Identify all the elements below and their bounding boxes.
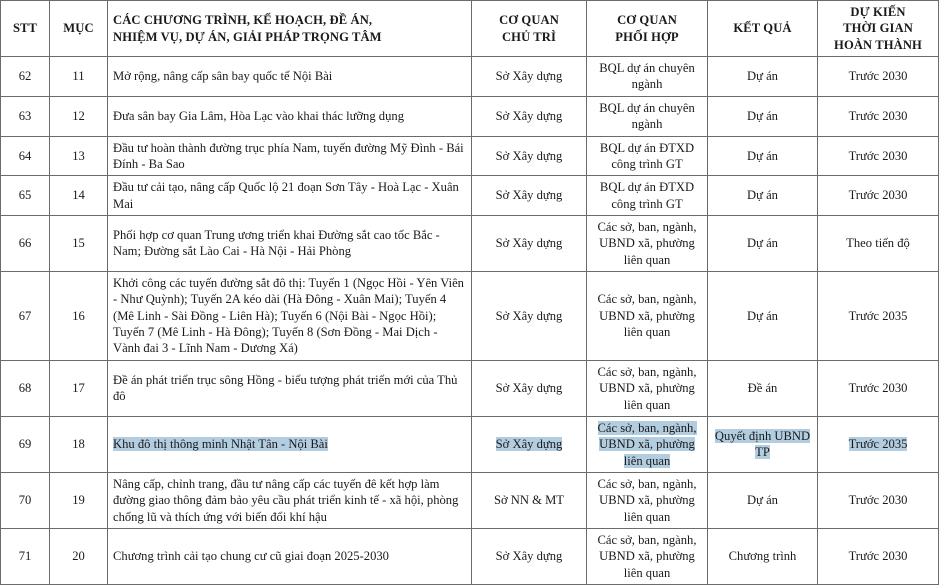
table-row[interactable]: [1, 416, 939, 472]
cell-muc: [50, 472, 108, 528]
cell-thoi-gian: [818, 57, 939, 97]
header-thoi-gian-line1: DỰ KIẾN: [850, 5, 906, 19]
cell-program-text: Mở rộng, nâng cấp sân bay quốc tế Nội Bài: [113, 69, 333, 84]
cell-program: [108, 360, 472, 416]
cell-muc: [50, 215, 108, 271]
cell-program: [108, 176, 472, 216]
cell-stt-text: 63: [18, 108, 32, 123]
cell-program: [108, 529, 472, 585]
cell-chu-tri: [472, 96, 587, 136]
cell-chu-tri-text: Sở Xây dựng: [495, 108, 563, 123]
cell-program: [108, 272, 472, 361]
cell-program-text: Đề án phát triển trục sông Hồng - biểu tượng phát triển mới của Thủ đô: [113, 373, 458, 404]
header-muc-label: MỤC: [63, 21, 94, 36]
table-body: [1, 57, 939, 585]
cell-program: [108, 472, 472, 528]
cell-program-text: Đưa sân bay Gia Lâm, Hòa Lạc vào khai thác lưỡng dụng: [113, 108, 404, 123]
cell-program: [108, 136, 472, 176]
header-program: [108, 1, 472, 57]
cell-chu-tri: [472, 416, 587, 472]
table-header: [1, 1, 939, 57]
cell-chu-tri: [472, 57, 587, 97]
cell-phoi-hop: [587, 529, 708, 585]
cell-ket-qua: [708, 416, 818, 472]
cell-stt: [1, 96, 50, 136]
cell-stt: [1, 57, 50, 97]
header-phoi-hop-line1: CƠ QUAN: [617, 13, 677, 28]
cell-program-text: Khu đô thị thông minh Nhật Tân - Nội Bài: [113, 437, 328, 452]
cell-phoi-hop-text: BQL dự án chuyên ngành: [599, 100, 695, 132]
cell-ket-qua-text: Đề án: [747, 381, 778, 396]
cell-stt-text: 65: [18, 188, 32, 203]
cell-chu-tri: [472, 272, 587, 361]
cell-ket-qua-text: Quyết định UBND TP: [714, 429, 811, 460]
cell-phoi-hop: [587, 416, 708, 472]
cell-chu-tri-text: Sở Xây dựng: [495, 308, 563, 323]
cell-stt: [1, 215, 50, 271]
cell-thoi-gian: [818, 176, 939, 216]
cell-stt-text: 68: [18, 381, 32, 396]
cell-stt-text: 69: [18, 437, 32, 452]
cell-phoi-hop: [587, 215, 708, 271]
header-muc: [50, 1, 108, 57]
cell-thoi-gian-text: Trước 2030: [848, 381, 908, 396]
cell-program: [108, 416, 472, 472]
cell-muc: [50, 416, 108, 472]
cell-stt-text: 70: [18, 493, 32, 508]
header-chu-tri-line2: CHỦ TRÌ: [501, 29, 556, 44]
header-chu-tri-line1: CƠ QUAN: [499, 13, 559, 28]
cell-muc: [50, 57, 108, 97]
cell-stt-text: 66: [18, 236, 32, 251]
table-row[interactable]: [1, 472, 939, 528]
cell-muc-text: 17: [72, 381, 85, 396]
cell-phoi-hop-text: Các sở, ban, ngành, UBND xã, phường liên quan: [597, 420, 697, 468]
cell-thoi-gian-text: Trước 2030: [848, 69, 908, 84]
cell-chu-tri-text: Sở Xây dựng: [495, 549, 563, 564]
cell-chu-tri-text: Sở Xây dựng: [495, 381, 563, 396]
cell-program-text: Nâng cấp, chỉnh trang, đầu tư nâng cấp các tuyến đê kết hợp làm đường giao thông đảm bảo yêu cầu phát triển kinh tế - xã hội, phòng chống lũ và thích ứng với biến đổi khí hậu: [113, 476, 459, 524]
cell-program-text: Đầu tư hoàn thành đường trục phía Nam, tuyến đường Mỹ Đình - Bái Đính - Ba Sao: [113, 140, 464, 171]
header-thoi-gian-line3: HOÀN THÀNH: [834, 37, 922, 52]
cell-stt: [1, 136, 50, 176]
cell-stt: [1, 176, 50, 216]
cell-muc-text: 18: [72, 437, 85, 452]
cell-ket-qua-text: Dự án: [747, 493, 778, 508]
cell-chu-tri-text: Sở Xây dựng: [495, 69, 563, 84]
header-ket-qua-label: KẾT QUẢ: [733, 21, 792, 36]
cell-stt: [1, 416, 50, 472]
cell-program-text: Khởi công các tuyến đường sắt đô thị: Tuyến 1 (Ngọc Hồi - Yên Viên - Như Quỳnh); Tuyến 2A kéo dài (Hà Đông - Xuân Mai); Tuyến 4 (Mê Linh - Sài Đồng - Liên Hà); Tuyến 6 (Nội Bài - Ngọc Hồi); Tuyến 7 (Mê Linh - Hà Đông); Tuyến 8 (Sơn Đồng - Mai Dịch - Vành đai 3 - Lĩnh Nam - Dương Xá): [113, 276, 464, 356]
cell-stt-text: 62: [18, 69, 32, 84]
cell-ket-qua-text: Dự án: [747, 148, 778, 163]
cell-ket-qua-text: Chương trình: [728, 549, 797, 564]
cell-thoi-gian-text: Trước 2030: [848, 108, 908, 123]
cell-thoi-gian: [818, 96, 939, 136]
cell-chu-tri-text: Sở Xây dựng: [495, 148, 563, 163]
header-stt: [1, 1, 50, 57]
cell-ket-qua: [708, 472, 818, 528]
header-thoi-gian-line2: THỜI GIAN: [843, 21, 913, 36]
header-program-line1: CÁC CHƯƠNG TRÌNH, KẾ HOẠCH, ĐỀ ÁN,: [113, 13, 373, 28]
cell-ket-qua-text: Dự án: [747, 308, 778, 323]
cell-ket-qua: [708, 176, 818, 216]
cell-phoi-hop-text: BQL dự án ĐTXD công trình GT: [599, 180, 695, 211]
cell-muc: [50, 176, 108, 216]
cell-muc: [50, 272, 108, 361]
cell-muc-text: 20: [72, 549, 85, 564]
cell-thoi-gian-text: Trước 2030: [848, 148, 908, 163]
table-row[interactable]: [1, 529, 939, 585]
cell-stt: [1, 360, 50, 416]
cell-ket-qua: [708, 57, 818, 97]
cell-phoi-hop: [587, 360, 708, 416]
cell-thoi-gian: [818, 215, 939, 271]
cell-thoi-gian-text: Trước 2030: [848, 493, 908, 508]
cell-thoi-gian-text: Trước 2030: [848, 188, 908, 203]
cell-ket-qua-text: Dự án: [747, 236, 778, 251]
cell-stt-text: 64: [18, 148, 32, 163]
cell-stt: [1, 529, 50, 585]
cell-stt-text: 67: [18, 308, 32, 323]
cell-thoi-gian-text: Trước 2030: [848, 549, 908, 564]
cell-thoi-gian: [818, 529, 939, 585]
header-chu-tri: [472, 1, 587, 57]
cell-phoi-hop: [587, 57, 708, 97]
cell-muc-text: 14: [72, 188, 85, 203]
cell-stt: [1, 472, 50, 528]
cell-phoi-hop-text: BQL dự án ĐTXD công trình GT: [599, 140, 695, 171]
cell-thoi-gian: [818, 360, 939, 416]
cell-ket-qua: [708, 529, 818, 585]
cell-muc-text: 16: [72, 308, 85, 323]
cell-stt-text: 71: [18, 549, 32, 564]
cell-muc: [50, 136, 108, 176]
cell-ket-qua: [708, 96, 818, 136]
cell-muc: [50, 360, 108, 416]
table-row[interactable]: [1, 176, 939, 216]
cell-program: [108, 96, 472, 136]
cell-program: [108, 215, 472, 271]
header-row: [1, 1, 939, 57]
cell-phoi-hop-text: BQL dự án chuyên ngành: [599, 61, 695, 92]
cell-program: [108, 57, 472, 97]
cell-phoi-hop-text: Các sở, ban, ngành, UBND xã, phường liên quan: [597, 292, 697, 340]
header-program-line2: NHIỆM VỤ, DỰ ÁN, GIẢI PHÁP TRỌNG TÂM: [113, 29, 382, 44]
cell-stt: [1, 272, 50, 361]
table-row[interactable]: [1, 215, 939, 271]
cell-thoi-gian: [818, 416, 939, 472]
cell-muc-text: 19: [72, 493, 85, 508]
table-row[interactable]: [1, 96, 939, 136]
cell-program-text: Chương trình cải tạo chung cư cũ giai đoạn 2025-2030: [113, 549, 389, 564]
cell-ket-qua: [708, 215, 818, 271]
cell-chu-tri-text: Sở NN & MT: [494, 493, 564, 508]
table-row[interactable]: [1, 136, 939, 176]
cell-chu-tri: [472, 529, 587, 585]
cell-phoi-hop-text: Các sở, ban, ngành, UBND xã, phường liên quan: [597, 364, 697, 412]
header-thoi-gian: [818, 1, 939, 57]
cell-chu-tri-text: Sở Xây dựng: [495, 437, 563, 452]
cell-chu-tri: [472, 136, 587, 176]
cell-ket-qua-text: Dự án: [747, 188, 778, 203]
cell-thoi-gian-text: Theo tiến độ: [846, 236, 910, 251]
cell-thoi-gian-text: Trước 2035: [848, 308, 908, 323]
cell-chu-tri: [472, 215, 587, 271]
cell-chu-tri-text: Sở Xây dựng: [495, 188, 563, 203]
cell-phoi-hop-text: Các sở, ban, ngành, UBND xã, phường liên quan: [597, 533, 697, 580]
table-row[interactable]: [1, 272, 939, 361]
cell-chu-tri: [472, 472, 587, 528]
header-phoi-hop: [587, 1, 708, 57]
cell-phoi-hop: [587, 136, 708, 176]
cell-chu-tri: [472, 176, 587, 216]
cell-phoi-hop: [587, 472, 708, 528]
cell-muc-text: 12: [72, 108, 85, 123]
cell-thoi-gian-text: Trước 2035: [848, 437, 908, 452]
cell-phoi-hop: [587, 176, 708, 216]
cell-phoi-hop-text: Các sở, ban, ngành, UBND xã, phường liên quan: [597, 219, 697, 267]
cell-phoi-hop: [587, 96, 708, 136]
table-row[interactable]: [1, 360, 939, 416]
cell-muc: [50, 96, 108, 136]
header-stt-label: STT: [12, 21, 38, 36]
cell-program-text: Phối hợp cơ quan Trung ương triển khai Đường sắt cao tốc Bắc - Nam; Đường sắt Lào Cai - Hà Nội - Hải Phòng: [113, 228, 440, 259]
cell-muc-text: 13: [72, 148, 85, 163]
cell-thoi-gian: [818, 136, 939, 176]
cell-ket-qua: [708, 272, 818, 361]
cell-chu-tri: [472, 360, 587, 416]
cell-ket-qua-text: Dự án: [747, 69, 778, 84]
header-ket-qua: [708, 1, 818, 57]
cell-thoi-gian: [818, 272, 939, 361]
cell-chu-tri-text: Sở Xây dựng: [495, 236, 563, 251]
cell-phoi-hop-text: Các sở, ban, ngành, UBND xã, phường liên quan: [597, 476, 697, 524]
cell-phoi-hop: [587, 272, 708, 361]
cell-ket-qua: [708, 136, 818, 176]
cell-muc-text: 11: [72, 69, 85, 84]
cell-muc-text: 15: [72, 236, 85, 251]
cell-thoi-gian: [818, 472, 939, 528]
cell-ket-qua-text: Dự án: [747, 108, 778, 123]
header-phoi-hop-line2: PHỐI HỢP: [615, 29, 679, 44]
cell-ket-qua: [708, 360, 818, 416]
table-row[interactable]: [1, 57, 939, 97]
cell-muc: [50, 529, 108, 585]
cell-program-text: Đầu tư cải tạo, nâng cấp Quốc lộ 21 đoạn Sơn Tây - Hoà Lạc - Xuân Mai: [113, 180, 459, 211]
